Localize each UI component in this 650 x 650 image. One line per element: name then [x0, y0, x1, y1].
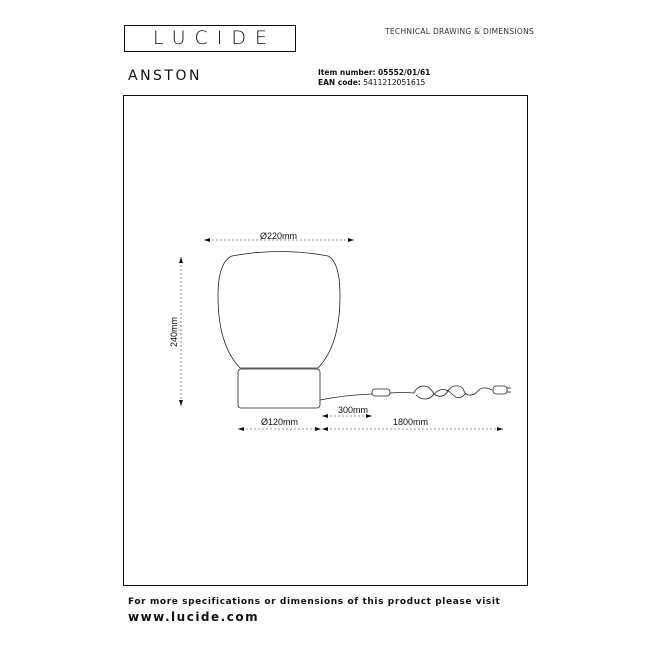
arrow-base-right [315, 427, 321, 431]
label-cable: 1800mm [393, 417, 429, 427]
label-height: 240mm [169, 316, 179, 348]
product-name: ANSTON [128, 68, 202, 84]
arrow-width-left [204, 238, 210, 242]
item-number-label: Item number: [318, 68, 376, 77]
footer-url[interactable]: www.lucide.com [128, 610, 260, 624]
cable-switch [372, 389, 390, 396]
dimension-arrows [179, 238, 503, 431]
item-number-value: 05552/01/61 [377, 68, 431, 77]
lamp-cable [320, 393, 414, 401]
footer-info: For more specifications or dimensions of this product please visit [128, 597, 501, 607]
dimension-lines [181, 240, 503, 429]
lamp-shade [218, 252, 340, 369]
coiled-cable-back [416, 390, 466, 400]
arrow-base-left [238, 427, 244, 431]
ean-label: EAN code: [318, 78, 361, 87]
arrow-height-bottom [179, 400, 183, 406]
lamp-base [238, 369, 320, 408]
label-switch: 300mm [338, 405, 369, 415]
brand-logo-text: LUCIDE [152, 27, 277, 49]
document-type: TECHNICAL DRAWING & DIMENSIONS [385, 27, 535, 36]
ean-value: 5411212051615 [363, 78, 426, 87]
label-base: Ø120mm [261, 417, 299, 427]
label-width: Ø220mm [260, 231, 298, 241]
power-plug [493, 386, 507, 394]
arrow-cable-right [497, 427, 503, 431]
lamp-outline [218, 252, 511, 409]
arrow-cable-left [322, 427, 328, 431]
arrow-width-right [348, 238, 354, 242]
arrow-switch-left [322, 414, 328, 418]
arrow-height-top [179, 257, 183, 263]
